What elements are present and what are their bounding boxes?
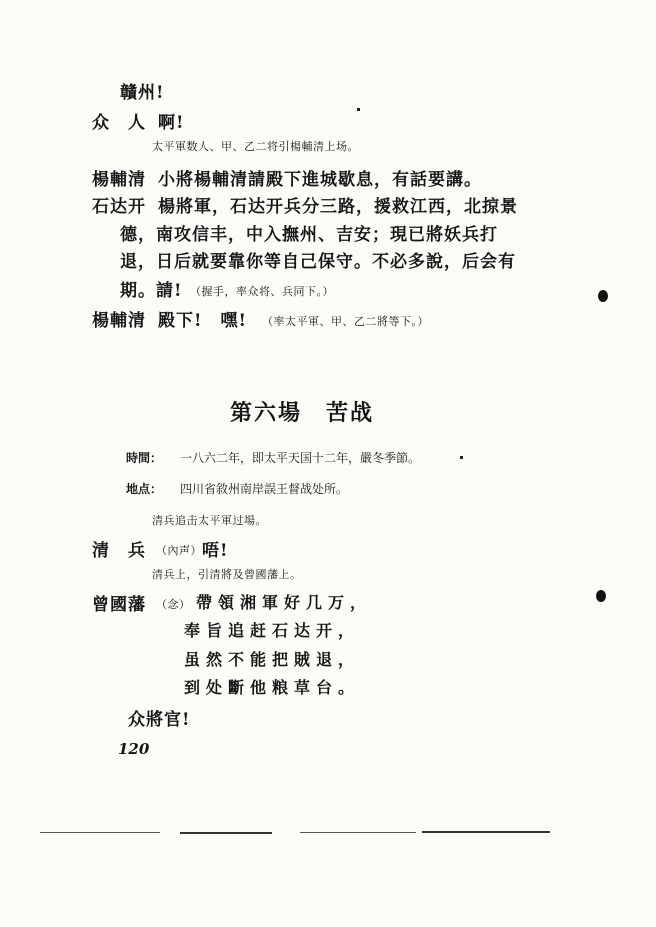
- dialogue-line: 殿下! 嘿!: [158, 311, 247, 331]
- speaker-name: 石达开: [92, 197, 146, 217]
- speaker-name: 楊輔清: [92, 311, 146, 331]
- binding-hole-mark: [596, 590, 606, 602]
- scene-title: 第六場 苦战: [230, 400, 375, 426]
- scan-edge-line: [40, 832, 160, 833]
- verse-line: 到处斷他粮草台。: [184, 678, 361, 697]
- dialogue-line: 退，日后就要靠你等自己保守。不必多說，后会有: [120, 252, 516, 272]
- dialogue-line: 众將官!: [128, 710, 191, 730]
- stage-direction: 清兵追击太平軍过場。: [152, 514, 267, 527]
- page-number: 120: [118, 740, 150, 758]
- time-value: 一八六二年，即太平天国十二年，嚴冬季節。: [180, 451, 421, 465]
- speaker-name: 清 兵: [92, 541, 146, 561]
- stage-direction: （握手，率众将、兵同下。）: [190, 285, 334, 298]
- dialogue-line: 楊將軍，石达开兵分三路，援救江西，北掠景: [158, 197, 518, 217]
- ink-speck: [460, 456, 463, 459]
- ink-speck: [357, 108, 360, 111]
- speaker-name: 众 人: [92, 113, 146, 133]
- dialogue-line: 唔!: [202, 541, 229, 561]
- stage-direction: （念）: [156, 598, 191, 611]
- stage-direction: 清兵上，引清將及曾國藩上。: [152, 568, 302, 581]
- verse-line: 帶領湘軍好几万，: [196, 593, 373, 612]
- stage-direction: （內声）: [156, 544, 202, 557]
- speaker-name: 曾國藩: [92, 595, 146, 615]
- place-value: 四川省敘州南岸誤王督战处所。: [180, 482, 349, 496]
- stage-direction: （率太平軍、甲、乙二將等下。）: [262, 315, 429, 328]
- dialogue-line: 德，南攻信丰，中入撫州、吉安；現已將妖兵打: [120, 225, 498, 245]
- scan-edge-line: [300, 832, 416, 833]
- dialogue-line: 贛州!: [120, 83, 165, 103]
- scan-edge-line: [180, 832, 272, 834]
- verse-line: 奉旨追赶石达开，: [184, 621, 361, 640]
- verse-line: 虽然不能把賊退，: [184, 650, 361, 669]
- dialogue-line: 期。請!: [120, 281, 183, 301]
- dialogue-line: 啊!: [158, 113, 185, 133]
- stage-direction: 太平軍数人、甲、乙二将引楊輔清上场。: [152, 140, 359, 153]
- time-label: 時間：: [126, 451, 163, 465]
- speaker-name: 楊輔清: [92, 170, 146, 190]
- place-label: 地点：: [126, 482, 163, 496]
- dialogue-line: 小將楊輔清請殿下進城歇息，有話要講。: [158, 170, 482, 190]
- binding-hole-mark: [598, 290, 608, 302]
- scan-edge-line: [422, 831, 550, 833]
